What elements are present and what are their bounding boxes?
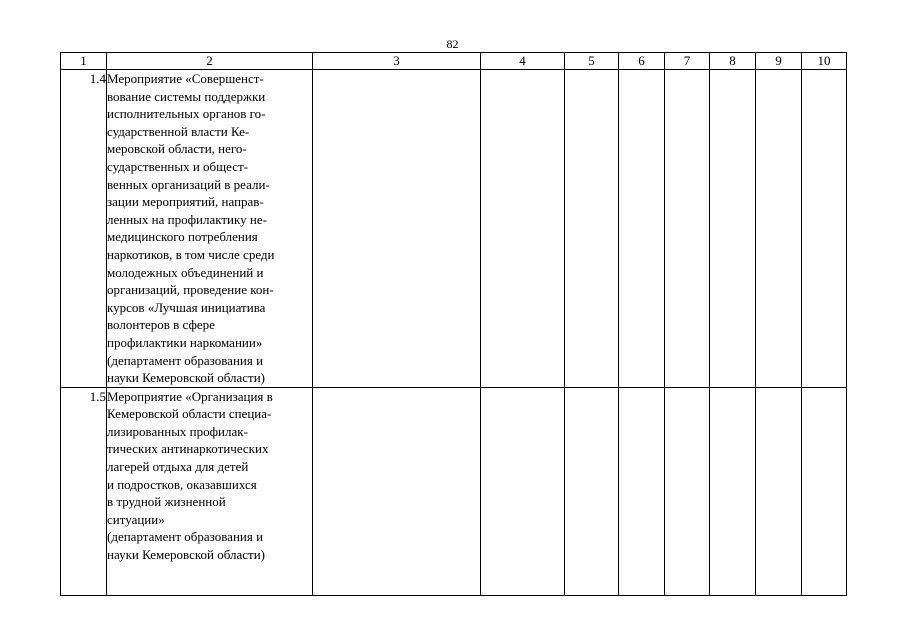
table-cell-empty xyxy=(710,387,756,595)
table-row xyxy=(61,70,847,388)
description-line: меровской области, него- xyxy=(107,141,247,157)
measures-table xyxy=(60,52,847,596)
table-cell-empty xyxy=(802,70,847,388)
description-line: исполнительных органов го- xyxy=(107,106,266,122)
description-line: сударственной власти Ке- xyxy=(107,123,250,139)
table-cell-empty xyxy=(710,70,756,388)
table-cell-empty xyxy=(313,387,481,595)
description-line: организаций, проведение кон- xyxy=(107,282,274,298)
description-line: лизированных профилак- xyxy=(107,423,248,439)
page-number: 82 xyxy=(446,37,459,51)
column-header-8: 8 xyxy=(710,53,756,70)
table-cell-empty xyxy=(565,70,619,388)
table-cell-empty xyxy=(665,387,710,595)
measure-description xyxy=(107,70,313,388)
description-line: медицинского потребления xyxy=(107,229,258,245)
column-header-9: 9 xyxy=(756,53,802,70)
column-header-5: 5 xyxy=(565,53,619,70)
description-line: ситуации» xyxy=(107,511,165,527)
description-line: Мероприятие «Организация в xyxy=(107,388,273,404)
column-header-7: 7 xyxy=(665,53,710,70)
table-cell-empty xyxy=(481,387,565,595)
table-cell-empty xyxy=(565,387,619,595)
column-header-10: 10 xyxy=(802,53,847,70)
description-line: наркотиков, в том числе среди xyxy=(107,246,275,262)
table-cell-empty xyxy=(756,387,802,595)
description-line: и подростков, оказавшихся xyxy=(107,476,257,492)
measure-description xyxy=(107,387,313,595)
table-cell-empty xyxy=(802,387,847,595)
description-line: науки Кемеровской области) xyxy=(107,547,266,563)
column-header-1: 1 xyxy=(61,53,107,70)
column-header-2: 2 xyxy=(107,53,313,70)
description-line: курсов «Лучшая инициатива xyxy=(107,299,266,315)
description-line: зации мероприятий, направ- xyxy=(107,194,264,210)
description-line: профилактики наркомании» xyxy=(107,334,263,350)
column-header-4: 4 xyxy=(481,53,565,70)
description-line: в трудной жизненной xyxy=(107,494,226,510)
description-line: сударственных и общест- xyxy=(107,158,249,174)
description-line: Кемеровской области специа- xyxy=(107,406,272,422)
description-line: (департамент образования и xyxy=(107,352,264,368)
description-line: науки Кемеровской области) xyxy=(107,370,266,386)
table-cell-empty xyxy=(619,70,665,388)
table-cell-empty xyxy=(481,70,565,388)
row-number: 1.5 xyxy=(61,387,107,595)
table-header-row xyxy=(61,53,847,70)
description-line: (департамент образования и xyxy=(107,529,264,545)
description-line: волонтеров в сфере xyxy=(107,317,215,333)
table-cell-empty xyxy=(313,70,481,388)
description-line: тических антинаркотических xyxy=(107,441,269,457)
description-line: вование системы поддержки xyxy=(107,88,266,104)
column-header-3: 3 xyxy=(313,53,481,70)
column-header-6: 6 xyxy=(619,53,665,70)
description-line: лагерей отдыха для детей xyxy=(107,459,249,475)
description-line: Мероприятие «Совершенст- xyxy=(107,71,264,86)
row-number: 1.4 xyxy=(61,70,107,388)
table-cell-empty xyxy=(619,387,665,595)
description-line: венных организаций в реали- xyxy=(107,176,270,192)
description-line: молодежных объединений и xyxy=(107,264,264,280)
table-cell-empty xyxy=(665,70,710,388)
description-line: ленных на профилактику не- xyxy=(107,211,267,227)
table-row xyxy=(61,387,847,595)
table-cell-empty xyxy=(756,70,802,388)
